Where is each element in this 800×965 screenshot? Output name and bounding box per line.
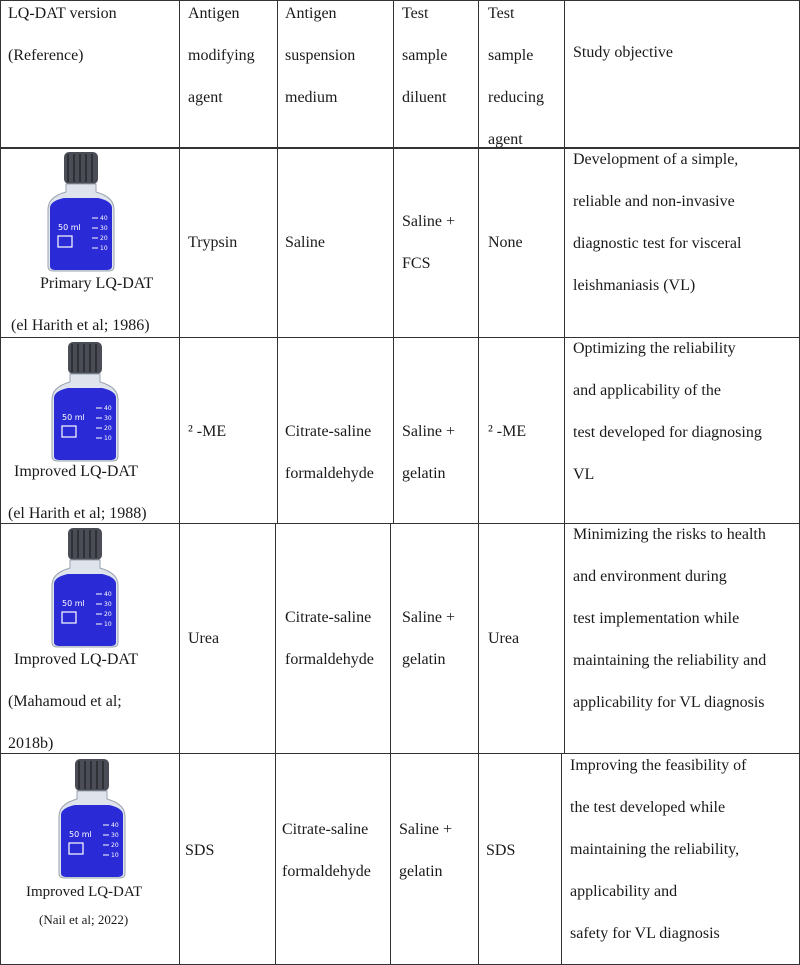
row1-suspension-medium: Saline <box>285 234 325 251</box>
header-line: agent <box>488 131 523 148</box>
header-diluent <box>402 0 447 119</box>
row1-objective: Development of a simple, reliable and non-invasive diagnostic test for visceral leishmaniasis (VL) <box>573 151 742 294</box>
header-line: Study objective <box>573 44 673 61</box>
svg-text:30: 30 <box>111 832 119 839</box>
svg-text:40: 40 <box>100 215 108 222</box>
svg-text:20: 20 <box>111 842 119 849</box>
svg-text:10: 10 <box>104 621 112 628</box>
col-border-left <box>0 0 1 965</box>
svg-text:20: 20 <box>104 611 112 618</box>
col-separator-5a <box>564 0 565 523</box>
header-objective <box>573 32 673 74</box>
header-line: Antigen <box>285 5 337 22</box>
row2-version: Improved LQ-DAT <box>14 463 138 480</box>
svg-text:40: 40 <box>104 591 112 598</box>
header-line: Test <box>488 5 515 22</box>
row2-modifying-agent: ² -ME <box>188 423 227 440</box>
row4-reducing-agent: SDS <box>486 842 516 859</box>
row1-version: Primary LQ-DAT <box>40 275 154 292</box>
header-line: medium <box>285 89 338 106</box>
svg-text:30: 30 <box>100 225 108 232</box>
svg-text:20: 20 <box>104 425 112 432</box>
svg-text:50 ml: 50 ml <box>69 830 92 839</box>
row1-modifying-agent: Trypsin <box>188 234 238 251</box>
header-line: modifying <box>188 47 255 64</box>
row3-reference: (Mahamoud et al; 2018b) <box>8 693 122 752</box>
row1-reference: (el Harith et al; 1986) <box>11 317 150 334</box>
row4-objective: Improving the feasibility of the test developed while maintaining the reliability, applicability and safety for VL diagnosis <box>570 757 747 942</box>
row1-reducing-agent: None <box>488 234 523 251</box>
header-line: (Reference) <box>8 47 84 64</box>
svg-text:20: 20 <box>100 235 108 242</box>
header-line: sample <box>402 47 448 64</box>
row4-suspension-medium: Citrate-saline formaldehyde <box>282 821 371 880</box>
row3-diluent: Saline + gelatin <box>402 609 456 668</box>
header-line: agent <box>188 89 223 106</box>
svg-text:50 ml: 50 ml <box>62 413 85 422</box>
header-modifying-agent <box>188 0 255 119</box>
row2-objective: Optimizing the reliability and applicability of the test developed for diagnosing VL <box>573 340 762 483</box>
col-separator-3a <box>393 0 394 523</box>
svg-text:10: 10 <box>104 435 112 442</box>
header-version <box>8 0 117 77</box>
header-line: sample <box>488 47 534 64</box>
reagent-bottle-icon <box>48 526 122 648</box>
svg-text:30: 30 <box>104 601 112 608</box>
col-separator-2a <box>277 0 278 523</box>
header-line: reducing <box>488 89 544 106</box>
header-reducing-agent <box>488 0 544 161</box>
col-separator-5c <box>561 753 562 965</box>
svg-text:50 ml: 50 ml <box>62 599 85 608</box>
svg-text:30: 30 <box>104 415 112 422</box>
row3-version: Improved LQ-DAT <box>14 651 138 668</box>
header-line: suspension <box>285 47 356 64</box>
row3-modifying-agent: Urea <box>188 630 220 647</box>
col-separator-5b <box>564 523 565 753</box>
header-suspension-medium <box>285 0 355 119</box>
row2-reference: (el Harith et al; 1988) <box>8 505 147 522</box>
reagent-bottle-icon <box>48 340 122 462</box>
header-line: Antigen <box>188 5 240 22</box>
col-separator-4 <box>478 0 479 965</box>
header-line: LQ-DAT version <box>8 5 117 22</box>
header-line: diluent <box>402 89 447 106</box>
row1-diluent: Saline + FCS <box>402 213 456 272</box>
row4-version: Improved LQ-DAT <box>26 884 143 900</box>
svg-text:10: 10 <box>111 852 119 859</box>
row3-reducing-agent: Urea <box>488 630 520 647</box>
reagent-bottle-icon <box>44 150 118 272</box>
row2-diluent: Saline + gelatin <box>402 423 456 482</box>
svg-text:50 ml: 50 ml <box>58 223 81 232</box>
row4-modifying-agent: SDS <box>185 842 215 859</box>
row4-diluent: Saline + gelatin <box>399 821 453 880</box>
reagent-bottle-icon <box>55 757 129 879</box>
svg-text:40: 40 <box>104 405 112 412</box>
row3-suspension-medium: Citrate-saline formaldehyde <box>285 609 374 668</box>
svg-text:40: 40 <box>111 822 119 829</box>
svg-text:10: 10 <box>100 245 108 252</box>
col-separator-2b <box>275 523 276 965</box>
col-separator-1 <box>179 0 180 965</box>
row2-suspension-medium: Citrate-saline formaldehyde <box>285 423 374 482</box>
header-line: Test <box>402 5 429 22</box>
row4-reference: (Nail et al; 2022) <box>39 912 129 927</box>
col-separator-3b <box>390 523 391 965</box>
row2-reducing-agent: ² -ME <box>488 423 527 440</box>
table-border-top <box>0 0 800 1</box>
row3-objective: Minimizing the risks to health and environment during test implementation while maintaining the reliability and applicability for VL diagnosis <box>573 526 767 711</box>
